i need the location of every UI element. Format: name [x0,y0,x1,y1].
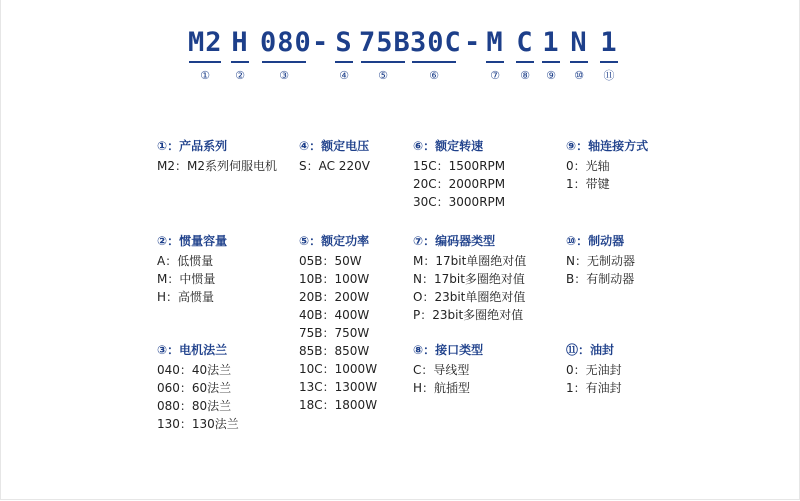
code-text: 080 [260,27,312,58]
code-number: ② [235,69,245,82]
list-item: 75B：750W [299,326,370,340]
list-item: 0：无油封 [566,363,622,377]
list-item: H：高惯量 [157,290,215,304]
list-item: 20C：2000RPM [413,177,506,191]
section-title: ⑨：轴连接方式 [566,139,649,153]
code-underline [189,61,221,63]
list-item: M：17bit单圈绝对值 [413,254,527,268]
list-item: 130：130法兰 [157,417,239,431]
code-text: 75B [359,27,411,58]
code-number: ④ [339,69,349,82]
code-text: 1 [542,27,560,58]
code-underline [516,61,534,63]
list-item: 10C：1000W [299,362,378,376]
code-underline [262,61,306,63]
section-title: ⑪：油封 [566,343,615,357]
code-number: ① [200,69,210,82]
section-title: ⑦：编码器类型 [413,234,496,248]
list-item: 05B：50W [299,254,362,268]
code-segment [484,28,506,83]
code-text: M2 [188,27,223,58]
list-item: B：有制动器 [566,272,635,286]
list-item: 040：40法兰 [157,363,232,377]
model-code [0,28,800,88]
section-title: ①：产品系列 [157,139,228,153]
code-segment [514,28,536,83]
list-item: 1：带键 [566,177,610,191]
code-segment [229,28,251,83]
section-encoder [413,232,526,324]
code-segment [333,28,355,83]
code-number: ⑨ [546,69,556,82]
code-segment [540,28,562,83]
list-item: 10B：100W [299,272,370,286]
list-item: 15C：1500RPM [413,159,506,173]
list-item: H：航插型 [413,381,471,395]
code-text: M [486,27,504,58]
list-item: 85B：850W [299,344,370,358]
code-number: ⑦ [490,69,500,82]
code-segment [598,28,620,83]
section-speed [413,137,505,211]
code-text: 1 [600,27,618,58]
list-item: 060：60法兰 [157,381,232,395]
section-title: ⑩：制动器 [566,234,625,248]
section-title: ④：额定电压 [299,139,370,153]
section-interface [413,341,483,397]
section-title: ③：电机法兰 [157,343,228,357]
list-item: A：低惯量 [157,254,214,268]
list-item: N：无制动器 [566,254,635,268]
code-segment [410,27,462,83]
list-item: M：中惯量 [157,272,216,286]
code-dash: - [464,27,481,58]
code-segment [359,27,411,83]
code-number: ⑪ [603,69,615,82]
section-product-series [157,137,277,175]
code-text: N [570,27,588,58]
code-underline [412,61,456,63]
code-text: S [335,27,353,58]
code-text: H [231,27,249,58]
section-title: ⑥：额定转速 [413,139,484,153]
section-shaft [566,137,648,193]
code-underline [361,61,405,63]
code-text: C [516,27,534,58]
list-item: 13C：1300W [299,380,378,394]
list-item: S：AC 220V [299,159,370,173]
list-item: M2：M2系列伺服电机 [157,159,277,173]
section-power [299,232,377,414]
code-segment [188,28,222,83]
code-underline [600,61,618,63]
code-dash: - [312,27,329,58]
list-item: 18C：1800W [299,398,378,412]
code-text: 30C [410,27,462,58]
code-underline [570,61,588,63]
code-underline [335,61,353,63]
list-item: 30C：3000RPM [413,195,506,209]
list-item: 40B：400W [299,308,370,322]
list-item: P：23bit多圈绝对值 [413,308,524,322]
list-item: C：导线型 [413,363,470,377]
code-segment [260,27,312,83]
list-item: 0：光轴 [566,159,610,173]
section-oil-seal [566,341,622,397]
code-underline [486,61,504,63]
code-number: ⑤ [378,69,388,82]
section-title: ⑧：接口类型 [413,343,484,357]
section-title: ②：惯量容量 [157,234,228,248]
code-number: ③ [279,69,289,82]
code-number: ⑧ [520,69,530,82]
list-item: N：17bit多圈绝对值 [413,272,525,286]
list-item: 20B：200W [299,290,370,304]
section-inertia [157,232,227,306]
list-item: 1：有油封 [566,381,622,395]
list-item: O：23bit单圈绝对值 [413,290,526,304]
code-underline [231,61,249,63]
section-brake [566,232,635,288]
list-item: 080：80法兰 [157,399,232,413]
section-voltage [299,137,370,175]
code-segment [568,28,590,83]
section-title: ⑤：额定功率 [299,234,370,248]
code-number: ⑩ [574,69,584,82]
code-number: ⑥ [429,69,439,82]
code-underline [542,61,560,63]
section-flange [157,341,239,433]
